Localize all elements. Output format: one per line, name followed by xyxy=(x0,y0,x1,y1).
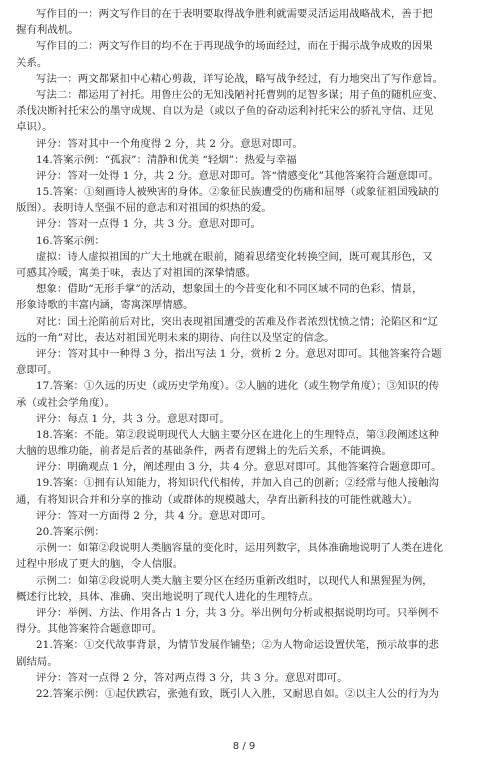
text-line: 评分：答对一方面得 2 分，共 4 分。意思对即可。 xyxy=(36,509,272,522)
text-line: 评分：答对一处得 1 分，共 2 分。意思对即可。答“情感变化”其他答案符合题意即可。 xyxy=(36,169,439,182)
text-line: 示例一：如第②段说明人类脑容量的变化时，运用列数字，具体准确地说明了人类在进化 xyxy=(36,542,444,555)
text-line: 19.答案：①拥有认知能力，将知识代代相传，并加入自己的创新；②经常与他人接触沟 xyxy=(36,477,439,490)
text-line: 评分：答对其中一个角度得 2 分，共 2 分。意思对即可。 xyxy=(36,137,303,150)
text-line: 评分：每点 1 分，共 3 分。意思对即可。 xyxy=(36,412,230,425)
text-line: 写作目的一：两文写作目的在于表明要取得战争胜利就需要灵活运用战略战术，善于把 xyxy=(36,8,433,20)
text-line: 示例二：如第②段说明人类大脑主要分区在经历重新改组时，以现代人和黑猩猩为例， xyxy=(36,574,433,587)
text-line: 评分：答对一点得 1 分，共 3 分。意思对即可。 xyxy=(36,218,262,231)
text-line: 14.答案示例：“孤寂”：清静和优美 “轻烟”：热爱与幸福 xyxy=(36,153,297,166)
text-line: 虚拟：诗人虚拟祖国的广大土地就在眼前，随着思绪变化转换空间，既可观其形色，又 xyxy=(36,250,433,263)
text-line: 杀伐决断衬托宋公的墨守成规、自以为是（或以子鱼的奋动运利衬托宋公的骄礼守信、迂见 xyxy=(16,105,434,118)
page-current: 8 xyxy=(232,741,240,752)
text-line: 15.答案：①刻画诗人被殃害的身体。②象征民族遭受的伤痛和屈辱（或象征祖国残缺的 xyxy=(36,186,439,199)
text-line: 得分。其他答案符合题意即可。 xyxy=(16,623,163,636)
text-line: 通，有将知识合并和分享的推动（或群体的规模越大，孕育出新科技的可能性就越大）。 xyxy=(16,493,418,506)
text-line: 17.答案：①久远的历史（或历史学角度）。②人脑的进化（或生物学角度）；③知识的传 xyxy=(36,380,440,393)
text-line: 评分：答对一点得 2 分，答对两点得 3 分，共 3 分。意思对即可。 xyxy=(36,671,348,684)
text-line: 卓识）。 xyxy=(16,121,53,134)
text-line: 过程中形成了更大的脑，令人信服。 xyxy=(16,558,184,571)
text-line: 写法二：都运用了衬托。用鲁庄公的无知浅陋衬托曹刿的足智多谋；用子鱼的随机应变、 xyxy=(36,88,444,101)
text-line: 21.答案：①交代故事背景，为情节发展作铺垫；②为人物命运设置伏笔，预示故事的悲 xyxy=(36,639,439,652)
text-line: 评分：明确观点 1 分，阐述理由 3 分，共 4 分。意思对即可。其他答案符合题意即可。 xyxy=(36,461,442,474)
text-line: 概述行比较，具体、准确、突出地说明了现代人进化的生理特点。 xyxy=(16,590,319,603)
text-line: 剧结局。 xyxy=(16,655,58,668)
text-line: 写作目的二：两文写作目的均不在于再现战争的场面经过，而在于揭示战争成败的因果 xyxy=(36,40,433,53)
text-line: 关系。 xyxy=(16,56,48,69)
text-line: 写法一：两文都紧扣中心精心剪裁，详写论战，略写战争经过，有力地突出了写作意旨。 xyxy=(36,72,444,85)
text-line: 版图）。表明诗人坚强不屈的意志和对祖国的炽热的爱。 xyxy=(16,202,272,215)
text-line: 大脑的思维功能，前者是后者的基础条件，两者有逻辑上的先后关系，不能调换。 xyxy=(16,445,392,458)
page-separator: / xyxy=(242,741,246,752)
text-line: 18.答案：不能。第②段说明现代人大脑主要分区在进化上的生理特点，第③段阐述这种 xyxy=(36,428,439,441)
text-line: 想象：借助“无形手掌”的活动，想象国土的今昔变化和不同区域不同的色彩、情景， xyxy=(36,283,423,296)
page-number xyxy=(0,741,488,752)
text-line: 形象诗歌的丰富内涵，寄寓深厚情感。 xyxy=(16,299,194,312)
text-line: 评分：答对其中一种得 3 分，指出写法 1 分，赏析 2 分。意思对即可。其他答案符合题 xyxy=(36,347,442,360)
text-line: 对比：国土沦陷前后对比，突出表现祖国遭受的苦难及作者浓烈忧愤之情；沦陷区和“辽 xyxy=(36,315,439,328)
text-line: 承（或社会学角度）。 xyxy=(16,396,116,409)
text-line: 16.答案示例： xyxy=(36,234,105,247)
text-line: 可感其冷暖，寓美于味，表达了对祖国的深挚情感。 xyxy=(16,267,257,279)
text-line: 22.答案示例：①起伏跌宕，张弛有致，既引人入胜，又耐思自如。②以主人公的行为为 xyxy=(36,687,439,700)
text-line: 意即可。 xyxy=(16,364,58,377)
text-line: 20.答案示例： xyxy=(36,526,105,538)
text-line: 握有利战机。 xyxy=(16,24,79,37)
text-line: 远的一角”对比，表达对祖国光明未来的期待、向往以及坚定的信念。 xyxy=(16,331,335,344)
answer-key-text xyxy=(16,6,472,702)
text-line: 评分：举例、方法、作用各占 1 分，共 3 分。举出例句分析或根据说明均可。只举例不 xyxy=(36,606,439,619)
page-total: 9 xyxy=(248,741,256,752)
